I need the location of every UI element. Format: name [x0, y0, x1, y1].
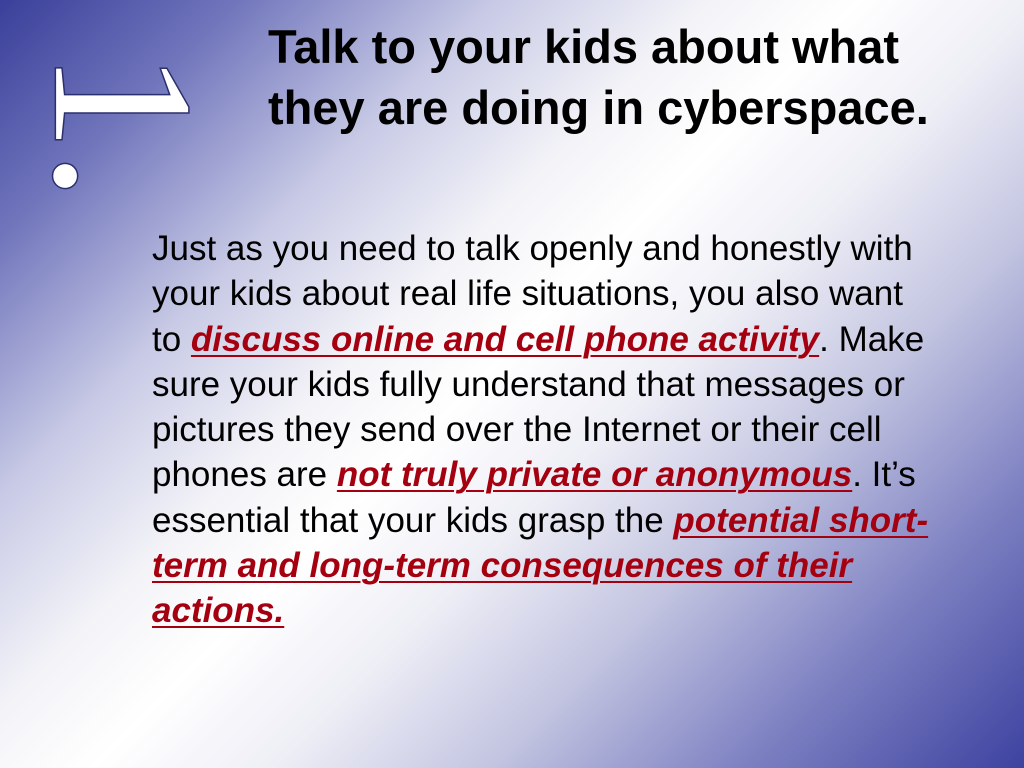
emphasis-discuss-activity: discuss online and cell phone activity [190, 319, 820, 359]
body-text-segment: . It’s essential that your kids grasp the [152, 455, 916, 540]
slide-number [12, 26, 234, 226]
slide-number-glyph [12, 26, 234, 226]
slide-title: Talk to your kids about what they are doing in cyberspace. [268, 20, 929, 134]
slide-body-paragraph [152, 226, 932, 634]
body-text-segment: . Make sure your kids fully understand that messages or pictures they send over the Internet or their cell phones are [152, 319, 925, 495]
emphasis-not-private: not truly private or anonymous [336, 455, 853, 495]
body-text-segment: Just as you need to talk openly and honestly with your kids about real life situations, you also want to [152, 229, 913, 359]
slide-number-text: 1. [12, 51, 234, 201]
emphasis-consequences: potential short-term and long-term consequences of their actions. [152, 500, 929, 631]
